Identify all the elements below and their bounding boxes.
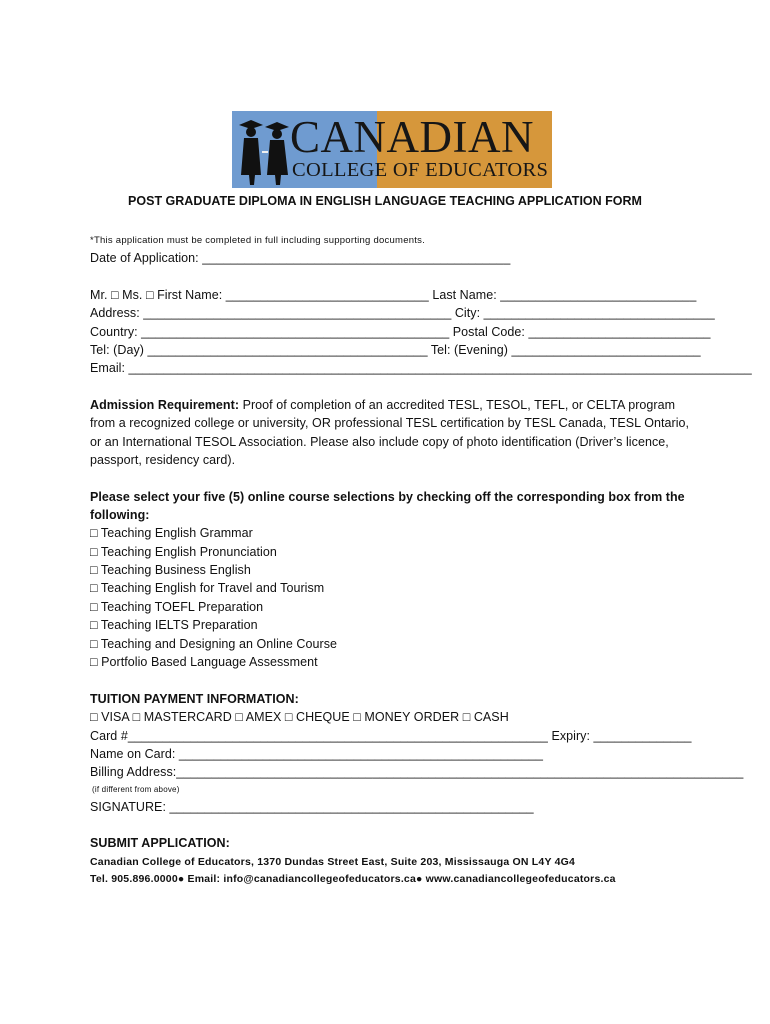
logo-word-canadian: CANADIAN — [290, 112, 534, 162]
course-checkbox-ielts[interactable]: □ Teaching IELTS Preparation — [90, 618, 258, 632]
payment-method-checkboxes[interactable]: □ VISA □ MASTERCARD □ AMEX □ CHEQUE □ MONEY ORDER □ CASH — [90, 710, 509, 724]
completion-note: *This application must be completed in full including supporting documents. — [90, 235, 426, 246]
course-checkbox-toefl[interactable]: □ Teaching TOEFL Preparation — [90, 600, 264, 614]
form-title: POST GRADUATE DIPLOMA IN ENGLISH LANGUAGE TEACHING APPLICATION FORM — [128, 194, 642, 208]
billing-address-note: (if different from above) — [92, 785, 180, 794]
college-contact: Tel. 905.896.0000● Email: info@canadiancollegeofeducators.ca● www.canadiancollegeofeducators.ca — [90, 873, 616, 885]
course-checkbox-travel[interactable]: □ Teaching English for Travel and Tourism — [90, 581, 325, 595]
admission-line-2: from a recognized college or university, OR professional TESL certification by TESL Canada, TESL Ontario, — [90, 416, 690, 430]
name-on-card-field[interactable]: Name on Card: ____________________________________________________ — [90, 747, 544, 761]
address-city-fields[interactable]: Address: ____________________________________________ City: _________________________________ — [90, 306, 715, 320]
telephone-fields[interactable]: Tel: (Day) ________________________________________ Tel: (Evening) ___________________________ — [90, 343, 701, 357]
course-checkbox-online[interactable]: □ Teaching and Designing an Online Course — [90, 637, 338, 651]
graduates-icon — [237, 115, 293, 187]
courses-heading-2: following: — [90, 508, 150, 522]
signature-field[interactable]: SIGNATURE: ____________________________________________________ — [90, 800, 534, 814]
admission-heading: Admission Requirement: — [90, 398, 240, 412]
email-field[interactable]: Email: _________________________________________________________________________________________ — [90, 361, 752, 375]
payment-heading: TUITION PAYMENT INFORMATION: — [90, 692, 299, 706]
name-fields[interactable]: Mr. □ Ms. □ First Name: _____________________________ Last Name: ____________________________ — [90, 288, 697, 302]
admission-line-4: passport, residency card). — [90, 453, 236, 467]
country-postal-fields[interactable]: Country: ____________________________________________ Postal Code: __________________________ — [90, 325, 711, 339]
logo-word-college: COLLEGE OF EDUCATORS — [292, 159, 549, 181]
billing-address-field[interactable]: Billing Address:_________________________________________________________________________________ — [90, 765, 744, 779]
admission-line-1 — [90, 398, 675, 412]
submit-heading: SUBMIT APPLICATION: — [90, 836, 230, 850]
admission-line-3: or an International TESOL Association. Please also include copy of photo identification (Driver’s licence, — [90, 435, 669, 449]
admission-text-1: Proof of completion of an accredited TESL, TESOL, TEFL, or CELTA program — [242, 398, 676, 412]
card-number-expiry-fields[interactable]: Card #____________________________________________________________ Expiry: ______________ — [90, 729, 692, 743]
college-logo — [232, 111, 552, 188]
course-checkbox-portfolio[interactable]: □ Portfolio Based Language Assessment — [90, 655, 318, 669]
course-checkbox-pronunciation[interactable]: □ Teaching English Pronunciation — [90, 545, 277, 559]
college-address: Canadian College of Educators, 1370 Dundas Street East, Suite 203, Mississauga ON L4Y 4G4 — [90, 856, 576, 868]
course-checkbox-business[interactable]: □ Teaching Business English — [90, 563, 251, 577]
course-checkbox-grammar[interactable]: □ Teaching English Grammar — [90, 526, 253, 540]
date-of-application-field[interactable]: Date of Application: ____________________________________________ — [90, 251, 511, 265]
courses-heading-1: Please select your five (5) online course selections by checking off the corresponding box from the — [90, 490, 685, 504]
